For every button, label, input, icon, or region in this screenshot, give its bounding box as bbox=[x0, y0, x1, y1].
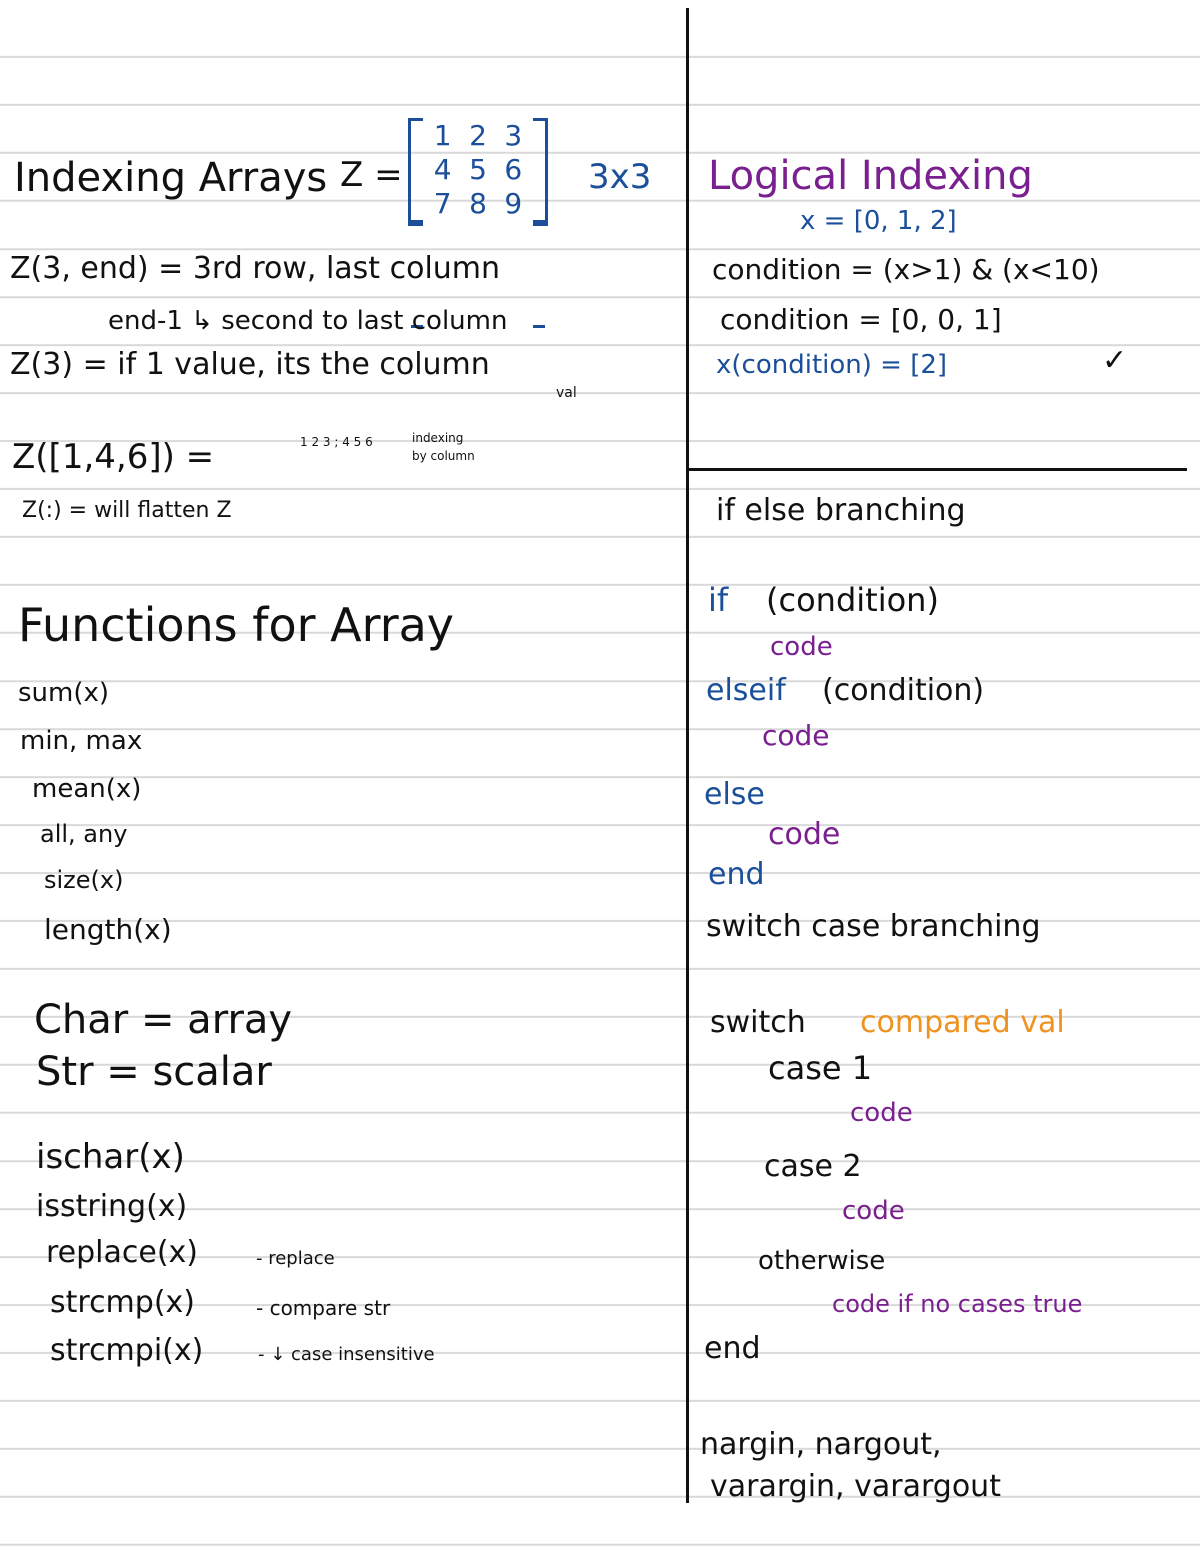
matrix-cell: 1 bbox=[433, 118, 452, 152]
str-type: Str = scalar bbox=[36, 1049, 272, 1095]
keyword-end: end bbox=[704, 1331, 761, 1366]
code-block: code bbox=[762, 719, 830, 752]
matrix-cell: 8 bbox=[469, 186, 487, 220]
matrix-row-2 bbox=[411, 152, 545, 186]
indexing-line-5: Z(:) = will flatten Z bbox=[22, 498, 232, 523]
if-condition: (condition) bbox=[766, 581, 939, 619]
string-func-strcmp-note: - compare str bbox=[256, 1296, 391, 1320]
logical-cond-1: condition = (x>1) & (x<10) bbox=[712, 253, 1100, 286]
string-func-strcmpi-note: - ↓ case insensitive bbox=[258, 1344, 435, 1365]
code-block: code bbox=[850, 1098, 913, 1128]
matrix-cell: 5 bbox=[469, 152, 487, 186]
branching-title: if else branching bbox=[716, 493, 966, 528]
switch-title: switch case branching bbox=[706, 909, 1041, 944]
indexing-note-1: indexing bbox=[412, 431, 464, 445]
nargs-line-1: nargin, nargout, bbox=[700, 1427, 942, 1462]
keyword-else: else bbox=[704, 777, 765, 812]
case-2: case 2 bbox=[764, 1149, 862, 1184]
indexing-title: Indexing Arrays bbox=[14, 155, 328, 201]
logical-title: Logical Indexing bbox=[708, 153, 1033, 199]
indexing-line-1: Z(3, end) = 3rd row, last column bbox=[10, 251, 501, 286]
keyword-end: end bbox=[708, 857, 765, 892]
indexing-line-3: Z(3) = if 1 value, its the column bbox=[10, 347, 490, 382]
matrix-cell: 3 bbox=[504, 118, 523, 152]
keyword-otherwise: otherwise bbox=[758, 1246, 886, 1276]
section-divider bbox=[689, 468, 1187, 471]
function-item: mean(x) bbox=[32, 774, 142, 804]
function-item: min, max bbox=[20, 726, 143, 756]
indexing-mini-matrix: 1 2 3 ; 4 5 6 bbox=[300, 435, 373, 449]
matrix-cell: 2 bbox=[469, 118, 487, 152]
matrix-cell: 7 bbox=[433, 186, 452, 220]
logical-cond-2: condition = [0, 0, 1] bbox=[720, 303, 1002, 336]
string-func-replace-note: - replace bbox=[256, 1248, 335, 1269]
check-icon: ✓ bbox=[1102, 343, 1128, 378]
matrix-cell: 6 bbox=[504, 152, 523, 186]
function-item: sum(x) bbox=[18, 678, 110, 708]
z-equals: Z = bbox=[340, 155, 403, 195]
string-func-strcmp: strcmp(x) bbox=[50, 1285, 195, 1320]
keyword-elseif: elseif bbox=[706, 673, 786, 708]
keyword-switch: switch bbox=[710, 1005, 806, 1040]
keyword-if: if bbox=[708, 581, 729, 619]
matrix-row-1 bbox=[411, 118, 545, 152]
function-item: size(x) bbox=[44, 866, 124, 894]
string-func-replace: replace(x) bbox=[46, 1235, 199, 1270]
string-func-ischar: ischar(x) bbox=[36, 1137, 185, 1177]
char-type: Char = array bbox=[34, 997, 293, 1043]
matrix-cell: 9 bbox=[504, 186, 523, 220]
case-1: case 1 bbox=[768, 1049, 873, 1087]
code-block: code bbox=[842, 1196, 905, 1226]
code-block: code bbox=[768, 817, 841, 852]
indexing-line-3-note: val bbox=[556, 385, 577, 401]
logical-x-def: x = [0, 1, 2] bbox=[800, 206, 957, 236]
function-item: length(x) bbox=[44, 913, 172, 946]
indexing-line-2: end-1 ↳ second to last column bbox=[108, 306, 508, 336]
indexing-line-4: Z([1,4,6]) = bbox=[12, 437, 215, 477]
function-item: all, any bbox=[40, 820, 128, 848]
logical-result: x(condition) = [2] bbox=[716, 350, 948, 380]
string-func-isstring: isstring(x) bbox=[36, 1189, 188, 1224]
matrix-cell: 4 bbox=[433, 152, 452, 186]
column-divider bbox=[686, 8, 689, 1503]
matrix-z bbox=[408, 118, 548, 226]
matrix-size: 3x3 bbox=[588, 157, 652, 197]
string-func-strcmpi: strcmpi(x) bbox=[50, 1333, 204, 1368]
nargs-line-2: varargin, varargout bbox=[710, 1469, 1001, 1504]
functions-title: Functions for Array bbox=[18, 598, 455, 652]
code-block: code if no cases true bbox=[832, 1290, 1083, 1318]
matrix-row-3 bbox=[411, 186, 545, 220]
code-block: code bbox=[770, 632, 833, 662]
indexing-note-2: by column bbox=[412, 449, 475, 463]
compared-value: compared val bbox=[860, 1005, 1065, 1040]
elseif-condition: (condition) bbox=[822, 673, 985, 708]
